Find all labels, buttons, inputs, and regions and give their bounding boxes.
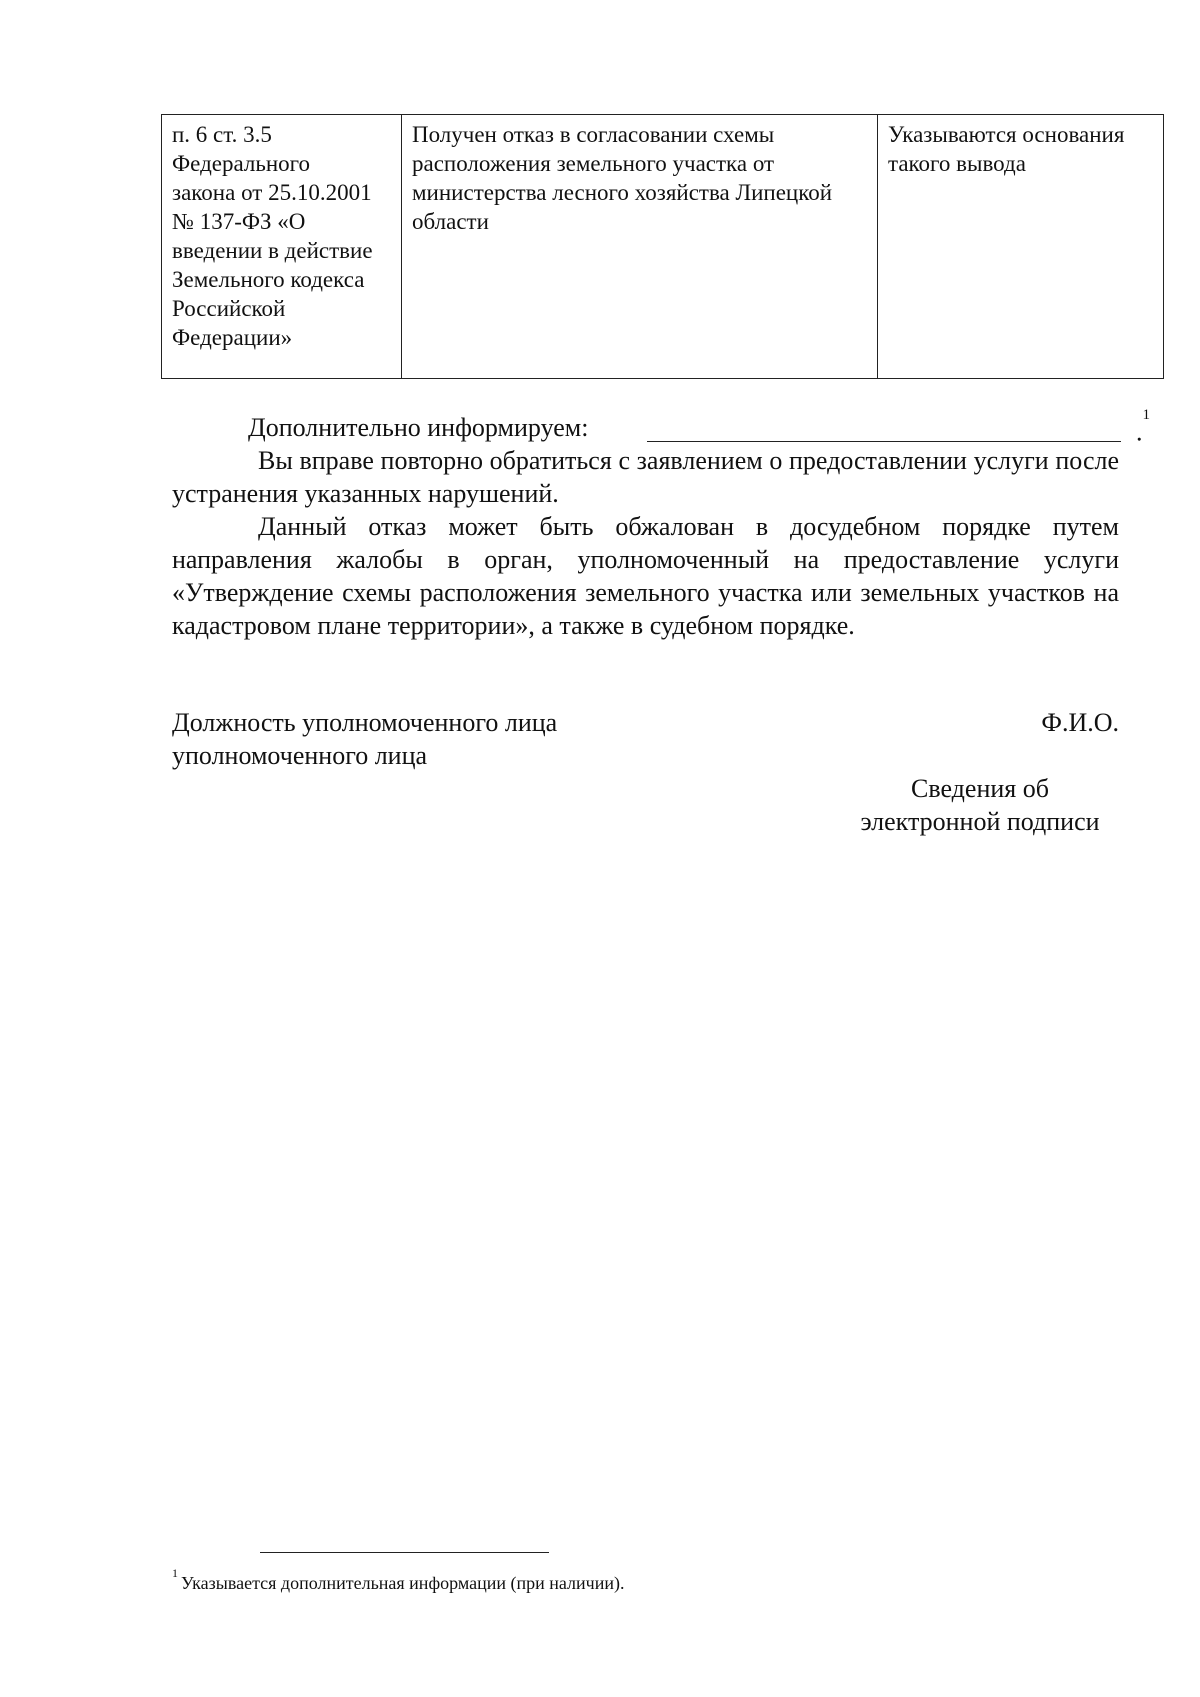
signatory-name: Ф.И.О. bbox=[1041, 708, 1119, 737]
additional-info-period: . bbox=[1136, 417, 1143, 447]
additional-info-suffix bbox=[1136, 407, 1150, 449]
refusal-reasons-table bbox=[161, 114, 1164, 379]
paragraph-reapply: Вы вправе повторно обратиться с заявлением о предоставлении услуги после устранения указанных нарушений. bbox=[172, 446, 1119, 508]
paragraph-appeal: Данный отказ может быть обжалован в досудебном порядке путем направления жалобы в орган, уполномоченный на предоставление услуги «Утверждение схемы расположения земельного участка или земельных участков на кадастровом плане территории», а также в судебном порядке. bbox=[172, 512, 1119, 640]
signatory-position: Должность уполномоченного лица уполномоченного лица bbox=[172, 708, 558, 770]
additional-info-label: Дополнительно информируем: bbox=[248, 413, 589, 442]
table-row bbox=[162, 115, 1164, 379]
table-cell-reason: Получен отказ в согласовании схемы расположения земельного участка от министерства лесного хозяйства Липецкой области bbox=[402, 115, 878, 379]
additional-info-blank-line bbox=[647, 441, 1121, 442]
footnote bbox=[172, 1566, 624, 1595]
footnote-mark: 1 bbox=[172, 1566, 178, 1580]
footnote-text: Указывается дополнительная информации (при наличии). bbox=[181, 1573, 625, 1593]
footnote-reference: 1 bbox=[1142, 407, 1150, 423]
table-cell-basis: п. 6 ст. 3.5 Федерального закона от 25.10.2001 № 137-ФЗ «О введении в действие Земельного кодекса Российской Федерации» bbox=[162, 115, 402, 379]
table-cell-explanation: Указываются основания такого вывода bbox=[878, 115, 1164, 379]
footnote-separator bbox=[260, 1552, 549, 1553]
electronic-signature-info: Сведения об электронной подписи bbox=[860, 774, 1100, 836]
